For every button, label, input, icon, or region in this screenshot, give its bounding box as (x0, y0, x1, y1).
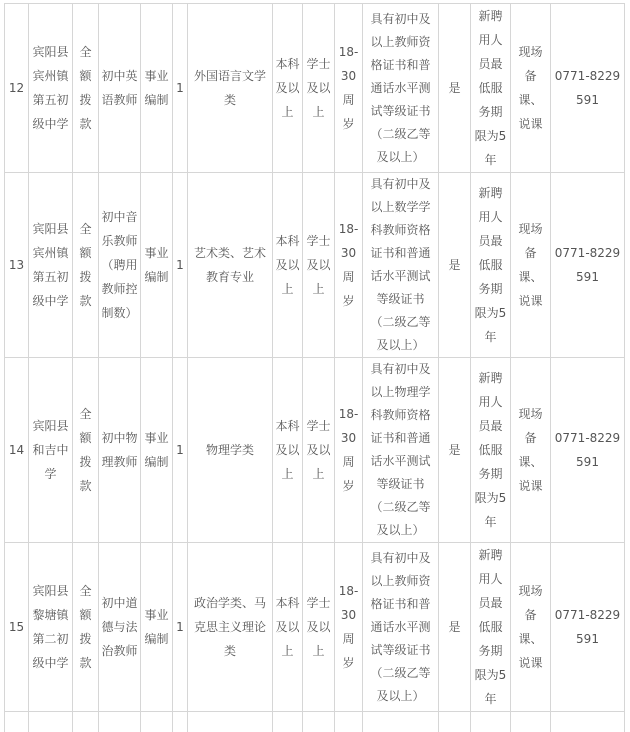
cell-exam: 是 (439, 543, 471, 712)
table-row (5, 173, 625, 358)
cell-age: 18-30周岁 (335, 4, 363, 173)
cell-phone: 0771-8229591 (551, 173, 625, 358)
cell-count: 1 (173, 543, 188, 712)
cell-position: 初中英语教师 (99, 4, 141, 173)
cell-funding: 全额拨款 (73, 4, 99, 173)
cell-unit: 宾阳县黎塘镇第二初级中学 (29, 543, 73, 712)
cell-unit: 宾阳县和吉中学 (29, 358, 73, 543)
cell-service: 新聘用人员最低服务期限为5年 (471, 358, 511, 543)
cell-requirements: 具有初中及以上物理学科教师资格证书和普通话水平测试等级证书（二级乙等及以上） (363, 358, 439, 543)
cell-funding: 全额拨款 (73, 173, 99, 358)
cell-method: 现场备课、说课 (511, 173, 551, 358)
cell-major: 物理学类 (188, 358, 273, 543)
cell-education: 本科及以上 (273, 173, 303, 358)
cell-no: 13 (5, 173, 29, 358)
cell-unit: 宾阳县宾州镇第五初级中学 (29, 173, 73, 358)
cell-exam: 是 (439, 4, 471, 173)
cell-position: 初中道德与法治教师 (99, 543, 141, 712)
cell-major: 政治学类、马克思主义理论类 (188, 543, 273, 712)
cell-position: 初中音乐教师（聘用教师控制数） (99, 173, 141, 358)
cell-major: 艺术类、艺术教育专业 (188, 173, 273, 358)
cell-degree: 学士及以上 (303, 543, 335, 712)
cell-unit: 宾阳县宾州镇第五初级中学 (29, 4, 73, 173)
cell-service: 新聘用人员最低服务期限为5年 (471, 173, 511, 358)
cell-staffing: 事业编制 (141, 358, 173, 543)
cell-education: 本科及以上 (273, 4, 303, 173)
cell-phone: 0771-8229591 (551, 4, 625, 173)
cell-count: 1 (173, 4, 188, 173)
cell-requirements: 具有初中及以上教师资格证书和普通话水平测试等级证书（二级乙等及以上） (363, 543, 439, 712)
cell-no: 15 (5, 543, 29, 712)
cell-position: 初中物理教师 (99, 358, 141, 543)
cell-age: 18-30周岁 (335, 358, 363, 543)
table-row-partial (5, 712, 625, 732)
cell-service: 新聘用人员最低服务期限为5年 (471, 543, 511, 712)
cell-staffing: 事业编制 (141, 543, 173, 712)
cell-phone: 0771-8229591 (551, 358, 625, 543)
cell-requirements: 具有初中及以上教师资格证书和普通话水平测试等级证书（二级乙等及以上） (363, 4, 439, 173)
cell-education: 本科及以上 (273, 358, 303, 543)
cell-funding: 全额拨款 (73, 543, 99, 712)
cell-no: 12 (5, 4, 29, 173)
table-row (5, 543, 625, 712)
cell-service: 新聘用人员最低服务期限为5年 (471, 4, 511, 173)
cell-major: 外国语言文学类 (188, 4, 273, 173)
cell-requirements: 具有初中及以上数学学科教师资格证书和普通话水平测试等级证书（二级乙等及以上） (363, 173, 439, 358)
cell-staffing: 事业编制 (141, 4, 173, 173)
cell-exam: 是 (439, 358, 471, 543)
cell-staffing: 事业编制 (141, 173, 173, 358)
cell-degree: 学士及以上 (303, 358, 335, 543)
cell-age: 18-30周岁 (335, 173, 363, 358)
cell-count: 1 (173, 173, 188, 358)
cell-degree: 学士及以上 (303, 4, 335, 173)
cell-degree: 学士及以上 (303, 173, 335, 358)
cell-count: 1 (173, 358, 188, 543)
recruitment-table (4, 3, 625, 732)
cell-exam: 是 (439, 173, 471, 358)
cell-phone: 0771-8229591 (551, 543, 625, 712)
cell-education: 本科及以上 (273, 543, 303, 712)
cell-method: 现场备课、说课 (511, 543, 551, 712)
table-row (5, 4, 625, 173)
cell-method: 现场备课、说课 (511, 358, 551, 543)
cell-no: 14 (5, 358, 29, 543)
cell-funding: 全额拨款 (73, 358, 99, 543)
cell-age: 18-30周岁 (335, 543, 363, 712)
table-row (5, 358, 625, 543)
cell-method: 现场备课、说课 (511, 4, 551, 173)
